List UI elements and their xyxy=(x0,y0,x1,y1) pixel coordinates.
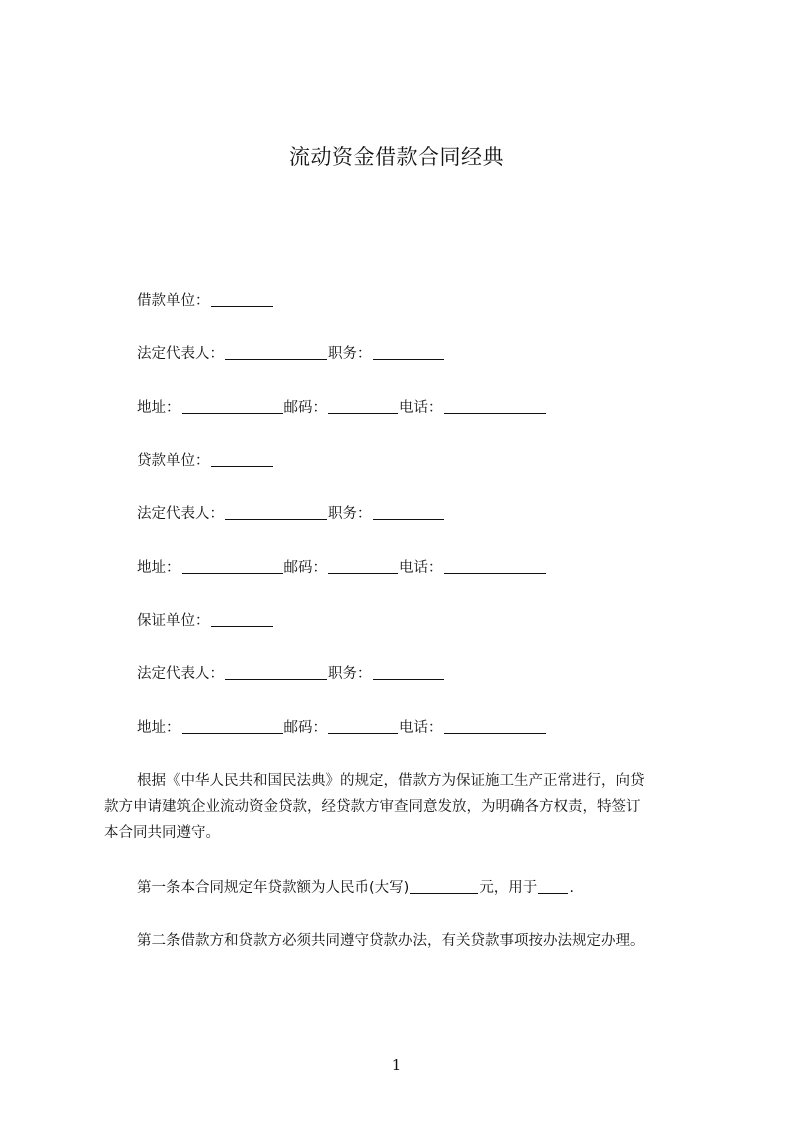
lender-rep-blank[interactable] xyxy=(225,504,327,520)
lender-position-blank[interactable] xyxy=(373,504,444,520)
guarantor-unit-line xyxy=(137,611,274,631)
preamble-line-2: 款方申请建筑企业流动资金贷款，经贷款方审查同意发放，为明确各方权责，特签订 xyxy=(104,799,641,815)
lender-rep-line xyxy=(137,504,445,524)
guarantor-unit-blank[interactable] xyxy=(211,611,273,627)
article-1-text-before: 第一条本合同规定年贷款额为人民币(大写) xyxy=(137,880,410,896)
lender-unit-line xyxy=(137,451,274,471)
guarantor-rep-line xyxy=(137,664,445,684)
borrower-phone-label: 电话： xyxy=(399,400,443,416)
preamble-line-3: 本合同共同遵守。 xyxy=(104,825,220,841)
guarantor-rep-label: 法定代表人： xyxy=(137,666,224,682)
article-1-text-end: . xyxy=(569,880,574,896)
article-1-text-middle: 元，用于 xyxy=(479,880,538,896)
lender-rep-label: 法定代表人： xyxy=(137,506,224,522)
guarantor-postcode-label: 邮码： xyxy=(283,720,327,736)
guarantor-phone-blank[interactable] xyxy=(444,718,546,734)
lender-position-label: 职务： xyxy=(328,506,372,522)
article-2 xyxy=(137,931,645,951)
lender-unit-blank[interactable] xyxy=(211,451,273,467)
lender-postcode-label: 邮码： xyxy=(283,560,327,576)
borrower-position-blank[interactable] xyxy=(373,344,444,360)
guarantor-address-label: 地址： xyxy=(137,720,181,736)
borrower-phone-blank[interactable] xyxy=(444,398,546,414)
lender-unit-label: 贷款单位： xyxy=(137,453,210,469)
borrower-rep-blank[interactable] xyxy=(225,344,327,360)
guarantor-address-blank[interactable] xyxy=(182,718,283,734)
guarantor-rep-blank[interactable] xyxy=(225,664,327,680)
lender-phone-blank[interactable] xyxy=(444,558,546,574)
lender-address-line xyxy=(137,558,547,578)
borrower-position-label: 职务： xyxy=(328,346,372,362)
borrower-rep-label: 法定代表人： xyxy=(137,346,224,362)
borrower-address-blank[interactable] xyxy=(182,398,283,414)
guarantor-postcode-blank[interactable] xyxy=(328,718,398,734)
lender-phone-label: 电话： xyxy=(399,560,443,576)
borrower-unit-blank[interactable] xyxy=(211,291,273,307)
borrower-rep-line xyxy=(137,344,445,364)
preamble-line-1: 根据《中华人民共和国民法典》的规定，借款方为保证施工生产正常进行，向贷 xyxy=(137,773,645,789)
guarantor-position-blank[interactable] xyxy=(373,664,444,680)
article-1 xyxy=(137,878,574,898)
guarantor-position-label: 职务： xyxy=(328,666,372,682)
lender-address-label: 地址： xyxy=(137,560,181,576)
borrower-address-line xyxy=(137,398,547,418)
borrower-postcode-blank[interactable] xyxy=(328,398,398,414)
preamble-paragraph xyxy=(104,768,716,846)
borrower-postcode-label: 邮码： xyxy=(283,400,327,416)
lender-postcode-blank[interactable] xyxy=(328,558,398,574)
loan-amount-blank[interactable] xyxy=(410,878,478,894)
guarantor-phone-label: 电话： xyxy=(399,720,443,736)
guarantor-unit-label: 保证单位： xyxy=(137,613,210,629)
borrower-address-label: 地址： xyxy=(137,400,181,416)
borrower-unit-line xyxy=(137,291,274,311)
lender-address-blank[interactable] xyxy=(182,558,283,574)
document-title: 流动资金借款合同经典 xyxy=(289,145,504,169)
article-2-text: 第二条借款方和贷款方必须共同遵守贷款办法，有关贷款事项按办法规定办理。 xyxy=(137,933,645,949)
page-number: 1 xyxy=(391,1056,402,1074)
guarantor-address-line xyxy=(137,718,547,738)
borrower-unit-label: 借款单位： xyxy=(137,293,210,309)
loan-purpose-blank[interactable] xyxy=(538,878,568,894)
